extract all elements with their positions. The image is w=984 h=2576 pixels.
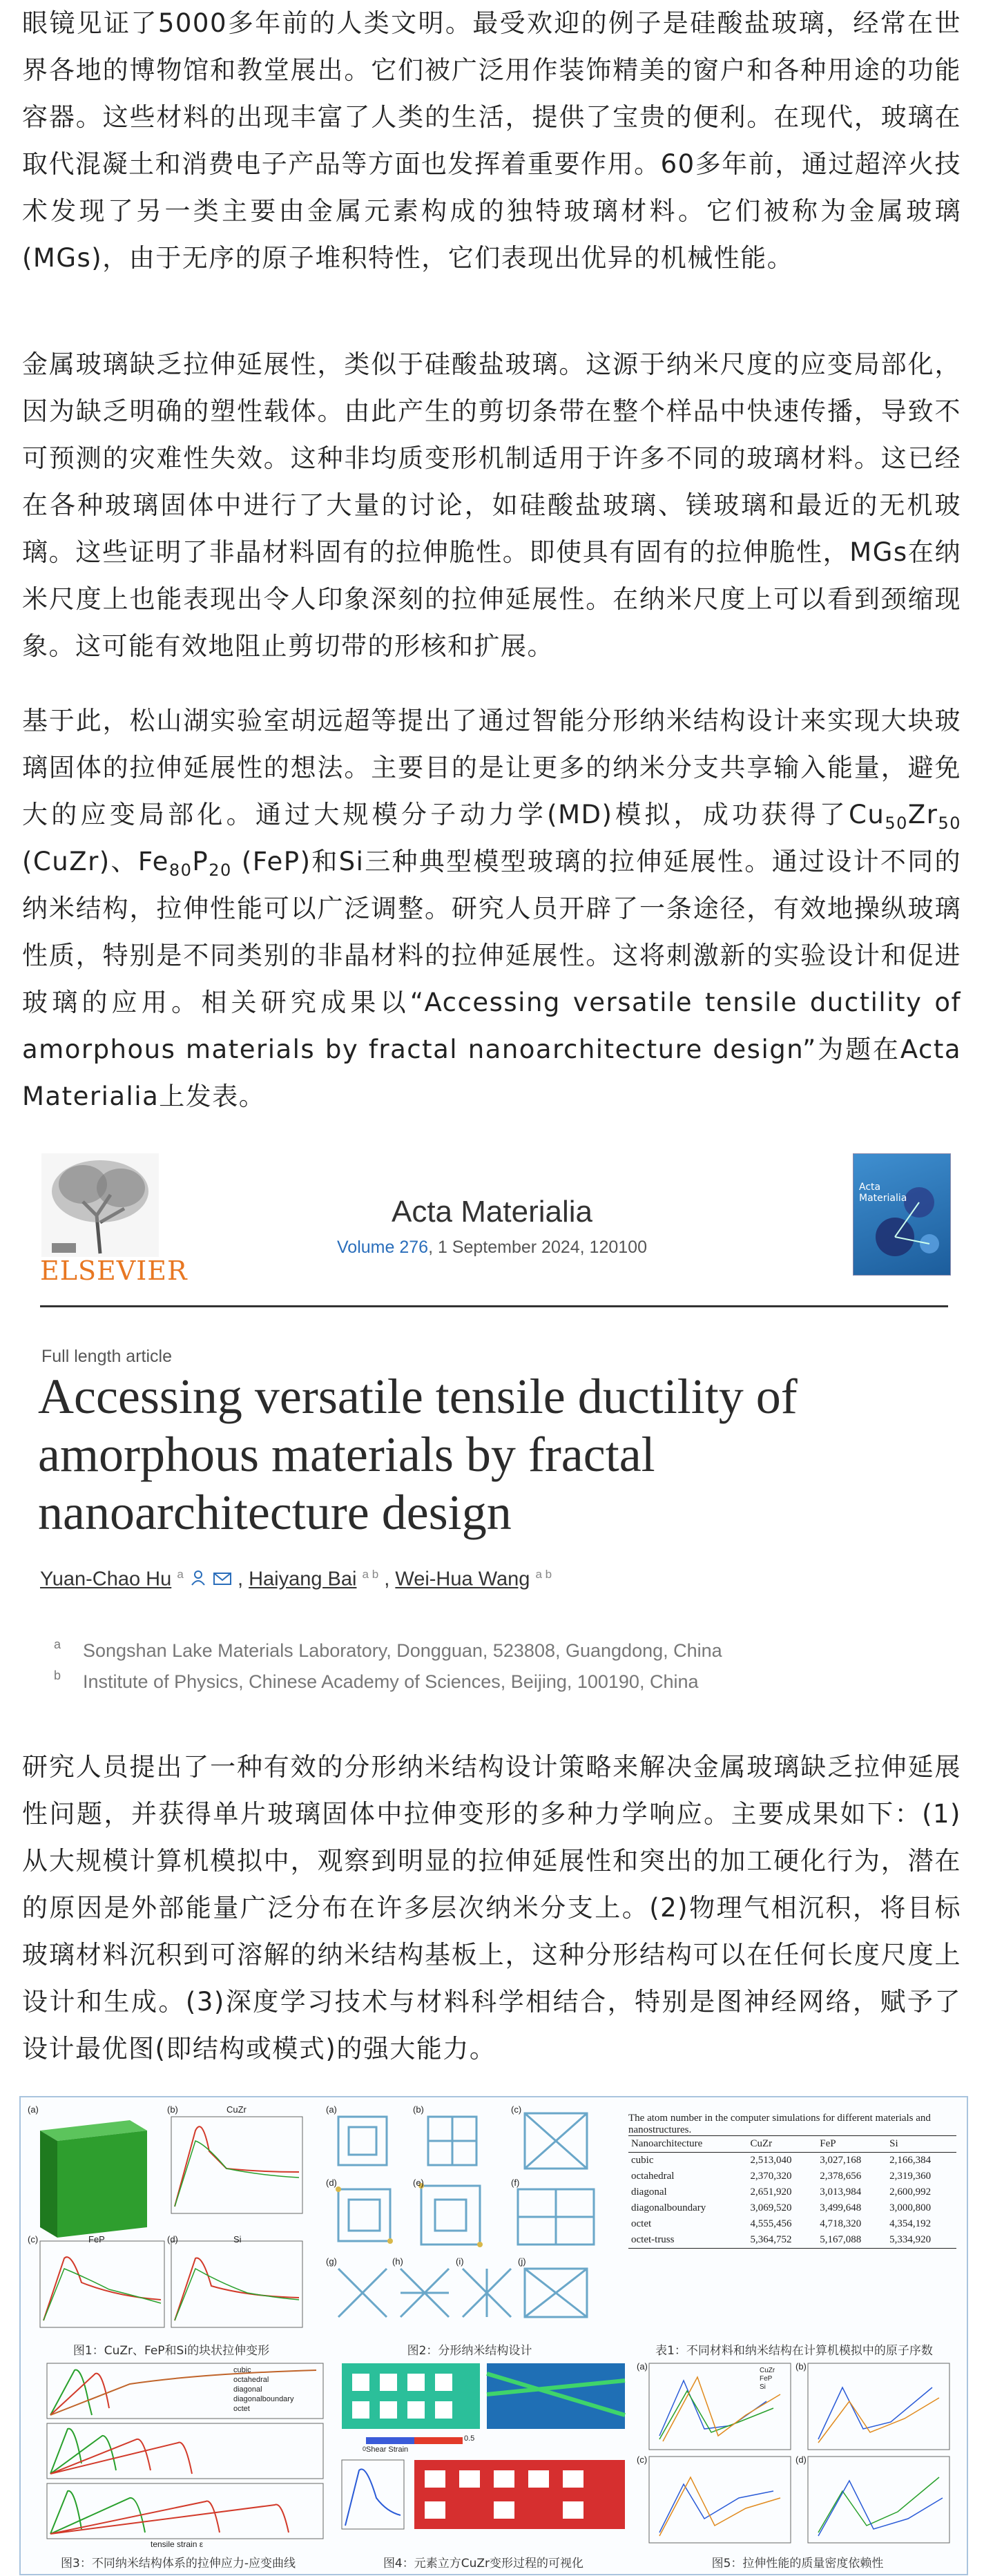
table-cell: 3,069,520 [750, 2202, 792, 2213]
affiliation-b-mark: b [54, 1669, 61, 1682]
paragraph-1 [22, 0, 961, 282]
fig2-label-a: (a) [326, 2104, 337, 2115]
fig5-legend-item: CuZr [760, 2367, 775, 2374]
table-title: The atom number in the computer simulations for different materials and nanostructures. [628, 2113, 931, 2135]
fig1-label-d: (d) [167, 2234, 178, 2245]
formula-fe-sub: 80 [168, 861, 193, 880]
atom-number-table [628, 2135, 956, 2249]
fig5-label-a: (a) [637, 2361, 648, 2372]
fig5-label-b: (b) [795, 2361, 807, 2372]
table-cell: 2,651,920 [750, 2186, 792, 2198]
paragraph-2-text: 金属玻璃缺乏拉伸延展性，类似于硅酸盐玻璃。这源于纳米尺度的应变局部化，因为缺乏明确的塑性载体。由此产生的剪切条带在整个样品中快速传播，导致不可预测的灾难性失效。这种非均质变形机制适用于许多不同的玻璃材料。这已经在各种玻璃固体中进行了大量的讨论，如硅酸盐玻璃、镁玻璃和最近的无机玻璃。这些证明了非晶材料固有的拉伸脆性。即使具有固有的拉伸脆性，MGs在纳米尺度上也能表现出令人印象深刻的拉伸延展性。在纳米尺度上可以看到颈缩现象。这可能有效地阻止剪切带的形核和扩展。 [22, 349, 961, 661]
fig4-caption: 图4：元素立方CuZr变形过程的可视化 [383, 2557, 584, 2570]
fig3-legend-item: octahedral [233, 2376, 269, 2384]
table-row [628, 2153, 956, 2169]
table-row [628, 2216, 956, 2232]
formula-zr-sub: 50 [938, 814, 961, 833]
fig3-legend [233, 2365, 293, 2414]
publisher-name: ELSEVIER [40, 1256, 188, 1286]
mail-icon[interactable] [213, 1569, 232, 1592]
table-cell: 4,354,192 [889, 2218, 932, 2229]
affiliation-b-text: Institute of Physics, Chinese Academy of Sciences, Beijing, 100190, China [83, 1671, 699, 1692]
volume-line [28, 1238, 956, 1258]
table-cell: 3,000,800 [889, 2202, 932, 2213]
fig1-label-c: (c) [28, 2234, 39, 2245]
fig3-legend-item: diagonalboundary [233, 2395, 294, 2403]
paper-title: Accessing versatile tensile ductility of amorphous materials by fractal nanoarchitecture design [38, 1369, 798, 1540]
fig3-legend-item: diagonal [233, 2385, 262, 2394]
journal-cover[interactable] [853, 1153, 951, 1276]
fig2-label-h: (h) [392, 2256, 403, 2267]
affiliation-b [54, 1669, 699, 1693]
table-row [628, 2184, 956, 2200]
fig1-label-cuzr: CuZr [226, 2104, 247, 2115]
fig2-caption: 图2：分形纳米结构设计 [407, 2344, 532, 2358]
author-1-affil: a [177, 1568, 184, 1581]
table-cell: 5,364,752 [747, 2232, 817, 2249]
paragraph-3-text-b: (CuZr)、 [22, 847, 138, 876]
fig5-label-c: (c) [637, 2454, 648, 2465]
table-cell: 5,167,088 [817, 2232, 887, 2249]
fig1-label-fep: FeP [88, 2234, 105, 2245]
paragraph-3-text-c: (FeP)和Si三种典型模型玻璃的拉伸延展性。通过设计不同的纳米结构，拉伸性能可以广泛调整。研究人员开辟了一条途径，有效地操纵玻璃性质，特别是不同类别的非晶材料的拉伸延展性。这将刺激新的实验设计和促进玻璃的应用。相关研究成果以“Accessing versatile tensile ductility of amorphous materials by fractal nanoarchitecture design”为题在Acta Materialia上发表。 [22, 847, 962, 1111]
table-cell: 3,499,648 [820, 2202, 862, 2213]
formula-cu-sub: 50 [885, 814, 908, 833]
fig5-legend-item: FeP [760, 2375, 773, 2383]
table-header: Nanoarchitecture [628, 2136, 747, 2153]
table-cell: 2,166,384 [889, 2155, 932, 2166]
volume-date: , 1 September 2024, 120100 [428, 1238, 647, 1257]
table-row [628, 2232, 956, 2249]
table-cell: 4,555,456 [750, 2218, 792, 2229]
author-3[interactable]: Wei-Hua Wang [395, 1568, 530, 1590]
table-cell: octet-truss [628, 2232, 747, 2249]
fig2-label-f: (f) [511, 2178, 520, 2188]
author-3-affil: a b [535, 1568, 552, 1581]
fig3-legend-item: cubic [233, 2366, 251, 2374]
table-cell: diagonalboundary [631, 2202, 706, 2213]
paragraph-2 [22, 341, 961, 670]
fig3-caption: 图3：不同纳米结构体系的拉伸应力-应变曲线 [61, 2557, 296, 2570]
person-icon[interactable] [189, 1568, 207, 1592]
fig4-tick: 0 [363, 2445, 367, 2452]
fig2-label-c: (c) [511, 2104, 522, 2115]
table-cell: 2,319,360 [889, 2171, 932, 2182]
author-list: Yuan-Chao Hu $^a$ , Haiyang Bai $^{a b}$ , Wei-Hua Wang $^{a b}$ [40, 1568, 552, 1592]
table-cell: 2,600,992 [889, 2186, 932, 2198]
table-header: FeP [817, 2136, 887, 2153]
fig2-label-b: (b) [413, 2104, 424, 2115]
formula-p-sub: 20 [209, 861, 232, 880]
table-header: CuZr [747, 2136, 817, 2153]
fig4-tick: 0.5 [464, 2434, 475, 2443]
table-cell: 2,370,320 [750, 2171, 792, 2182]
affiliation-a-mark: a [54, 1637, 61, 1651]
journal-name[interactable]: Acta Materialia [391, 1195, 592, 1229]
table-cell: octet [631, 2218, 652, 2229]
volume-link[interactable]: Volume 276 [337, 1238, 429, 1257]
header-rule [40, 1305, 948, 1307]
table-cell: diagonal [631, 2186, 667, 2198]
table-row [628, 2200, 956, 2216]
fig3-panel [26, 2360, 330, 2550]
fig2-label-e: (e) [413, 2178, 424, 2188]
fig2-label-j: (j) [518, 2256, 526, 2267]
table-cell: 2,513,040 [750, 2155, 792, 2166]
table-caption: 表1：不同材料和纳米结构在计算机模拟中的原子序数 [655, 2344, 933, 2358]
article-type: Full length article [41, 1347, 172, 1366]
fig1-graphic [26, 2103, 316, 2334]
paragraph-3-text-a: 基于此，松山湖实验室胡远超等提出了通过智能分形纳米结构设计来实现大块玻璃固体的拉伸延展性的想法。主要目的是让更多的纳米分支共享输入能量，避免大的应变局部化。通过大规模分子动力学(MD)模拟，成功获得了 [22, 706, 961, 829]
fig4-graphic [338, 2360, 628, 2550]
cover-title: Acta Materialia [859, 1182, 907, 1204]
fig1-panel [26, 2103, 316, 2334]
fig2-panel [325, 2103, 615, 2334]
fig1-label-si: Si [233, 2234, 242, 2245]
fig1-caption: 图1：CuZr、FeP和Si的块状拉伸变形 [73, 2344, 270, 2358]
table-header-row [628, 2136, 956, 2153]
table-cell: 4,718,320 [820, 2218, 862, 2229]
fig1-label-b: (b) [167, 2104, 178, 2115]
paper-header-image [28, 1146, 956, 1706]
fig2-label-d: (d) [326, 2178, 337, 2188]
fig5-panel [635, 2360, 960, 2550]
fig2-label-i: (i) [456, 2256, 464, 2267]
formula-p: P [192, 847, 209, 876]
formula-fe: Fe [137, 847, 169, 876]
formula-cu: Cu [849, 800, 885, 829]
table-cell: 2,378,656 [820, 2171, 862, 2182]
author-2-affil: a b [362, 1568, 379, 1581]
author-1[interactable]: Yuan-Chao Hu [40, 1568, 172, 1590]
fig4-panel [338, 2360, 628, 2550]
paragraph-4-text: 研究人员提出了一种有效的分形纳米结构设计策略来解决金属玻璃缺乏拉伸延展性问题，并获得单片玻璃固体中拉伸变形的多种力学响应。主要成果如下：(1)从大规模计算机模拟中，观察到明显的拉伸延展性和突出的加工硬化行为，潜在的原因是外部能量广泛分布在许多层次纳米分支上。(2)物理气相沉积，将目标玻璃材料沉积到可溶解的纳米结构基板上，这种分形结构可以在任何长度尺度上设计和生成。(3)深度学习技术与材料科学相结合，特别是图神经网络，赋予了设计最优图(即结构或模式)的强大能力。 [22, 1752, 961, 2064]
formula-zr: Zr [907, 800, 938, 829]
fig3-xlabel: tensile strain ε [151, 2539, 204, 2549]
fig2-label-g: (g) [326, 2256, 337, 2267]
table-cell: 3,013,984 [820, 2186, 862, 2198]
table-cell: cubic [631, 2155, 654, 2166]
fig1-label-a: (a) [28, 2104, 39, 2115]
cover-art [853, 1154, 950, 1275]
table-cell: 3,027,168 [820, 2155, 862, 2166]
table-row [628, 2169, 956, 2184]
table-cell: 5,334,920 [887, 2232, 956, 2249]
paragraph-3 [22, 698, 961, 1120]
fig4-colorbar-label: Shear Strain [366, 2445, 409, 2454]
fig3-legend-item: octet [233, 2405, 250, 2413]
author-2[interactable]: Haiyang Bai [249, 1568, 357, 1590]
fig5-caption: 图5：拉伸性能的质量密度依赖性 [711, 2557, 884, 2570]
affiliation-a-text: Songshan Lake Materials Laboratory, Dongguan, 523808, Guangdong, China [83, 1640, 722, 1661]
fig5-legend [760, 2367, 775, 2392]
table-cell: octahedral [631, 2171, 675, 2182]
figure-composite [19, 2096, 968, 2575]
table-header: Si [887, 2136, 956, 2153]
fig5-label-d: (d) [795, 2454, 807, 2465]
fig5-legend-item: Si [760, 2383, 766, 2391]
affiliation-a [54, 1637, 722, 1662]
fig2-graphic [325, 2103, 615, 2334]
paragraph-1-text: 眼镜见证了5000多年前的人类文明。最受欢迎的例子是硅酸盐玻璃，经常在世界各地的博物馆和教堂展出。它们被广泛用作装饰精美的窗户和各种用途的功能容器。这些材料的出现丰富了人类的生活，提供了宝贵的便利。在现代，玻璃在取代混凝土和消费电子产品等方面也发挥着重要作用。60多年前，通过超淬火技术发现了另一类主要由金属元素构成的独特玻璃材料。它们被称为金属玻璃(MGs)，由于无序的原子堆积特性，它们表现出优异的机械性能。 [22, 8, 961, 273]
paragraph-4 [22, 1744, 961, 2073]
